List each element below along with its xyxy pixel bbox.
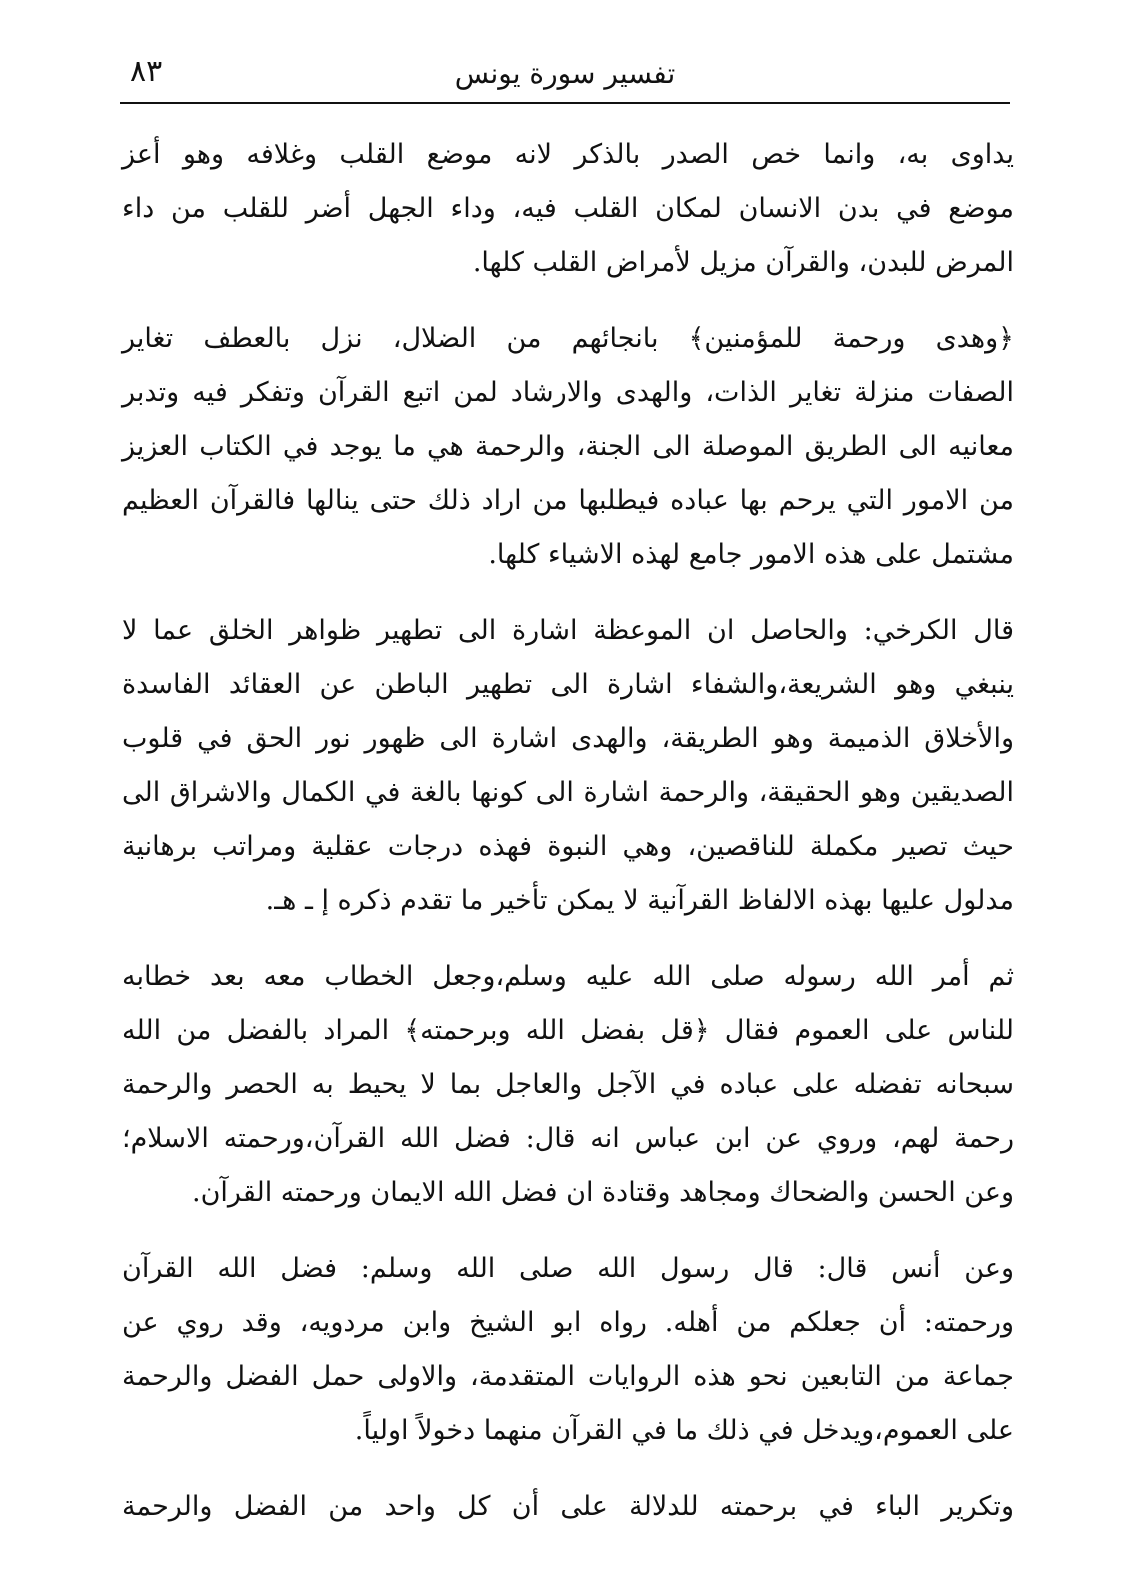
text-line: حيث تصير مكملة للناقصين، وهي النبوة فهذه درجات عقلية ومراتب برهانية — [122, 831, 1014, 862]
paragraph-gap — [122, 928, 1014, 950]
text-line: وعن أنس قال: قال رسول الله صلى الله وسلم: فضل الله القرآن — [122, 1253, 1014, 1284]
text-line: للناس على العموم فقال ﴿قل بفضل الله وبرحمته﴾ المراد بالفضل من الله — [122, 1015, 1014, 1046]
paragraph-gap — [122, 290, 1014, 312]
running-title: تفسير سورة يونس — [454, 57, 676, 90]
text-line: ينبغي وهو الشريعة،والشفاء اشارة الى تطهير الباطن عن العقائد الفاسدة — [122, 669, 1014, 700]
paragraph — [122, 1480, 1014, 1534]
text-line: ورحمته: أن جعلكم من أهله. رواه ابو الشيخ وابن مردويه، وقد روي عن — [122, 1307, 1014, 1338]
text-line: على العموم،ويدخل في ذلك ما في القرآن منهما دخولاً اولياً. — [354, 1415, 1014, 1446]
paragraph — [122, 312, 1014, 582]
paragraph — [122, 1242, 1014, 1458]
text-line: معانيه الى الطريق الموصلة الى الجنة، والرحمة هي ما يوجد في الكتاب العزيز — [122, 431, 1014, 462]
text-line: ﴿وهدى ورحمة للمؤمنين﴾ بانجائهم من الضلال، نزل بالعطف تغاير — [122, 323, 1014, 354]
text-line: والأخلاق الذميمة وهو الطريقة، والهدى اشارة الى ظهور نور الحق في قلوب — [122, 723, 1014, 754]
text-line: مشتمل على هذه الامور جامع لهذه الاشياء كلها. — [488, 539, 1014, 570]
page-header — [120, 48, 1010, 98]
paragraph-gap — [122, 1220, 1014, 1242]
body-text — [122, 128, 1014, 1534]
paragraph — [122, 128, 1014, 290]
text-line: وعن الحسن والضحاك ومجاهد وقتادة ان فضل الله الايمان ورحمته القرآن. — [192, 1177, 1014, 1208]
text-line: ثم أمر الله رسوله صلى الله عليه وسلم،وجعل الخطاب معه بعد خطابه — [122, 961, 1014, 992]
paragraph-gap — [122, 1458, 1014, 1480]
text-line: مدلول عليها بهذه الالفاظ القرآنية لا يمكن تأخير ما تقدم ذكره إ ـ هـ. — [265, 885, 1014, 916]
text-line: المرض للبدن، والقرآن مزيل لأمراض القلب كلها. — [472, 247, 1014, 278]
text-line: من الامور التي يرحم بها عباده فيطلبها من اراد ذلك حتى ينالها فالقرآن العظيم — [122, 485, 1014, 516]
page-number: ٨٣ — [130, 54, 163, 89]
text-line: الصديقين وهو الحقيقة، والرحمة اشارة الى كونها بالغة في الكمال والاشراق الى — [122, 777, 1014, 808]
text-line: جماعة من التابعين نحو هذه الروايات المتقدمة، والاولى حمل الفضل والرحمة — [122, 1361, 1014, 1392]
header-divider — [120, 102, 1010, 104]
text-line: رحمة لهم، وروي عن ابن عباس انه قال: فضل الله القرآن،ورحمته الاسلام؛ — [122, 1123, 1014, 1154]
paragraph — [122, 604, 1014, 928]
text-line: وتكرير الباء في برحمته للدلالة على أن كل واحد من الفضل والرحمة — [122, 1491, 1014, 1522]
paragraph-gap — [122, 582, 1014, 604]
text-line: الصفات منزلة تغاير الذات، والهدى والارشاد لمن اتبع القرآن وتفكر فيه وتدبر — [122, 377, 1014, 408]
paragraph — [122, 950, 1014, 1220]
text-line: موضع في بدن الانسان لمكان القلب فيه، وداء الجهل أضر للقلب من داء — [122, 193, 1014, 224]
text-line: يداوى به، وانما خص الصدر بالذكر لانه موضع القلب وغلافه وهو أعز — [122, 139, 1014, 170]
text-line: قال الكرخي: والحاصل ان الموعظة اشارة الى تطهير ظواهر الخلق عما لا — [122, 615, 1014, 646]
text-line: سبحانه تفضله على عباده في الآجل والعاجل بما لا يحيط به الحصر والرحمة — [122, 1069, 1014, 1100]
